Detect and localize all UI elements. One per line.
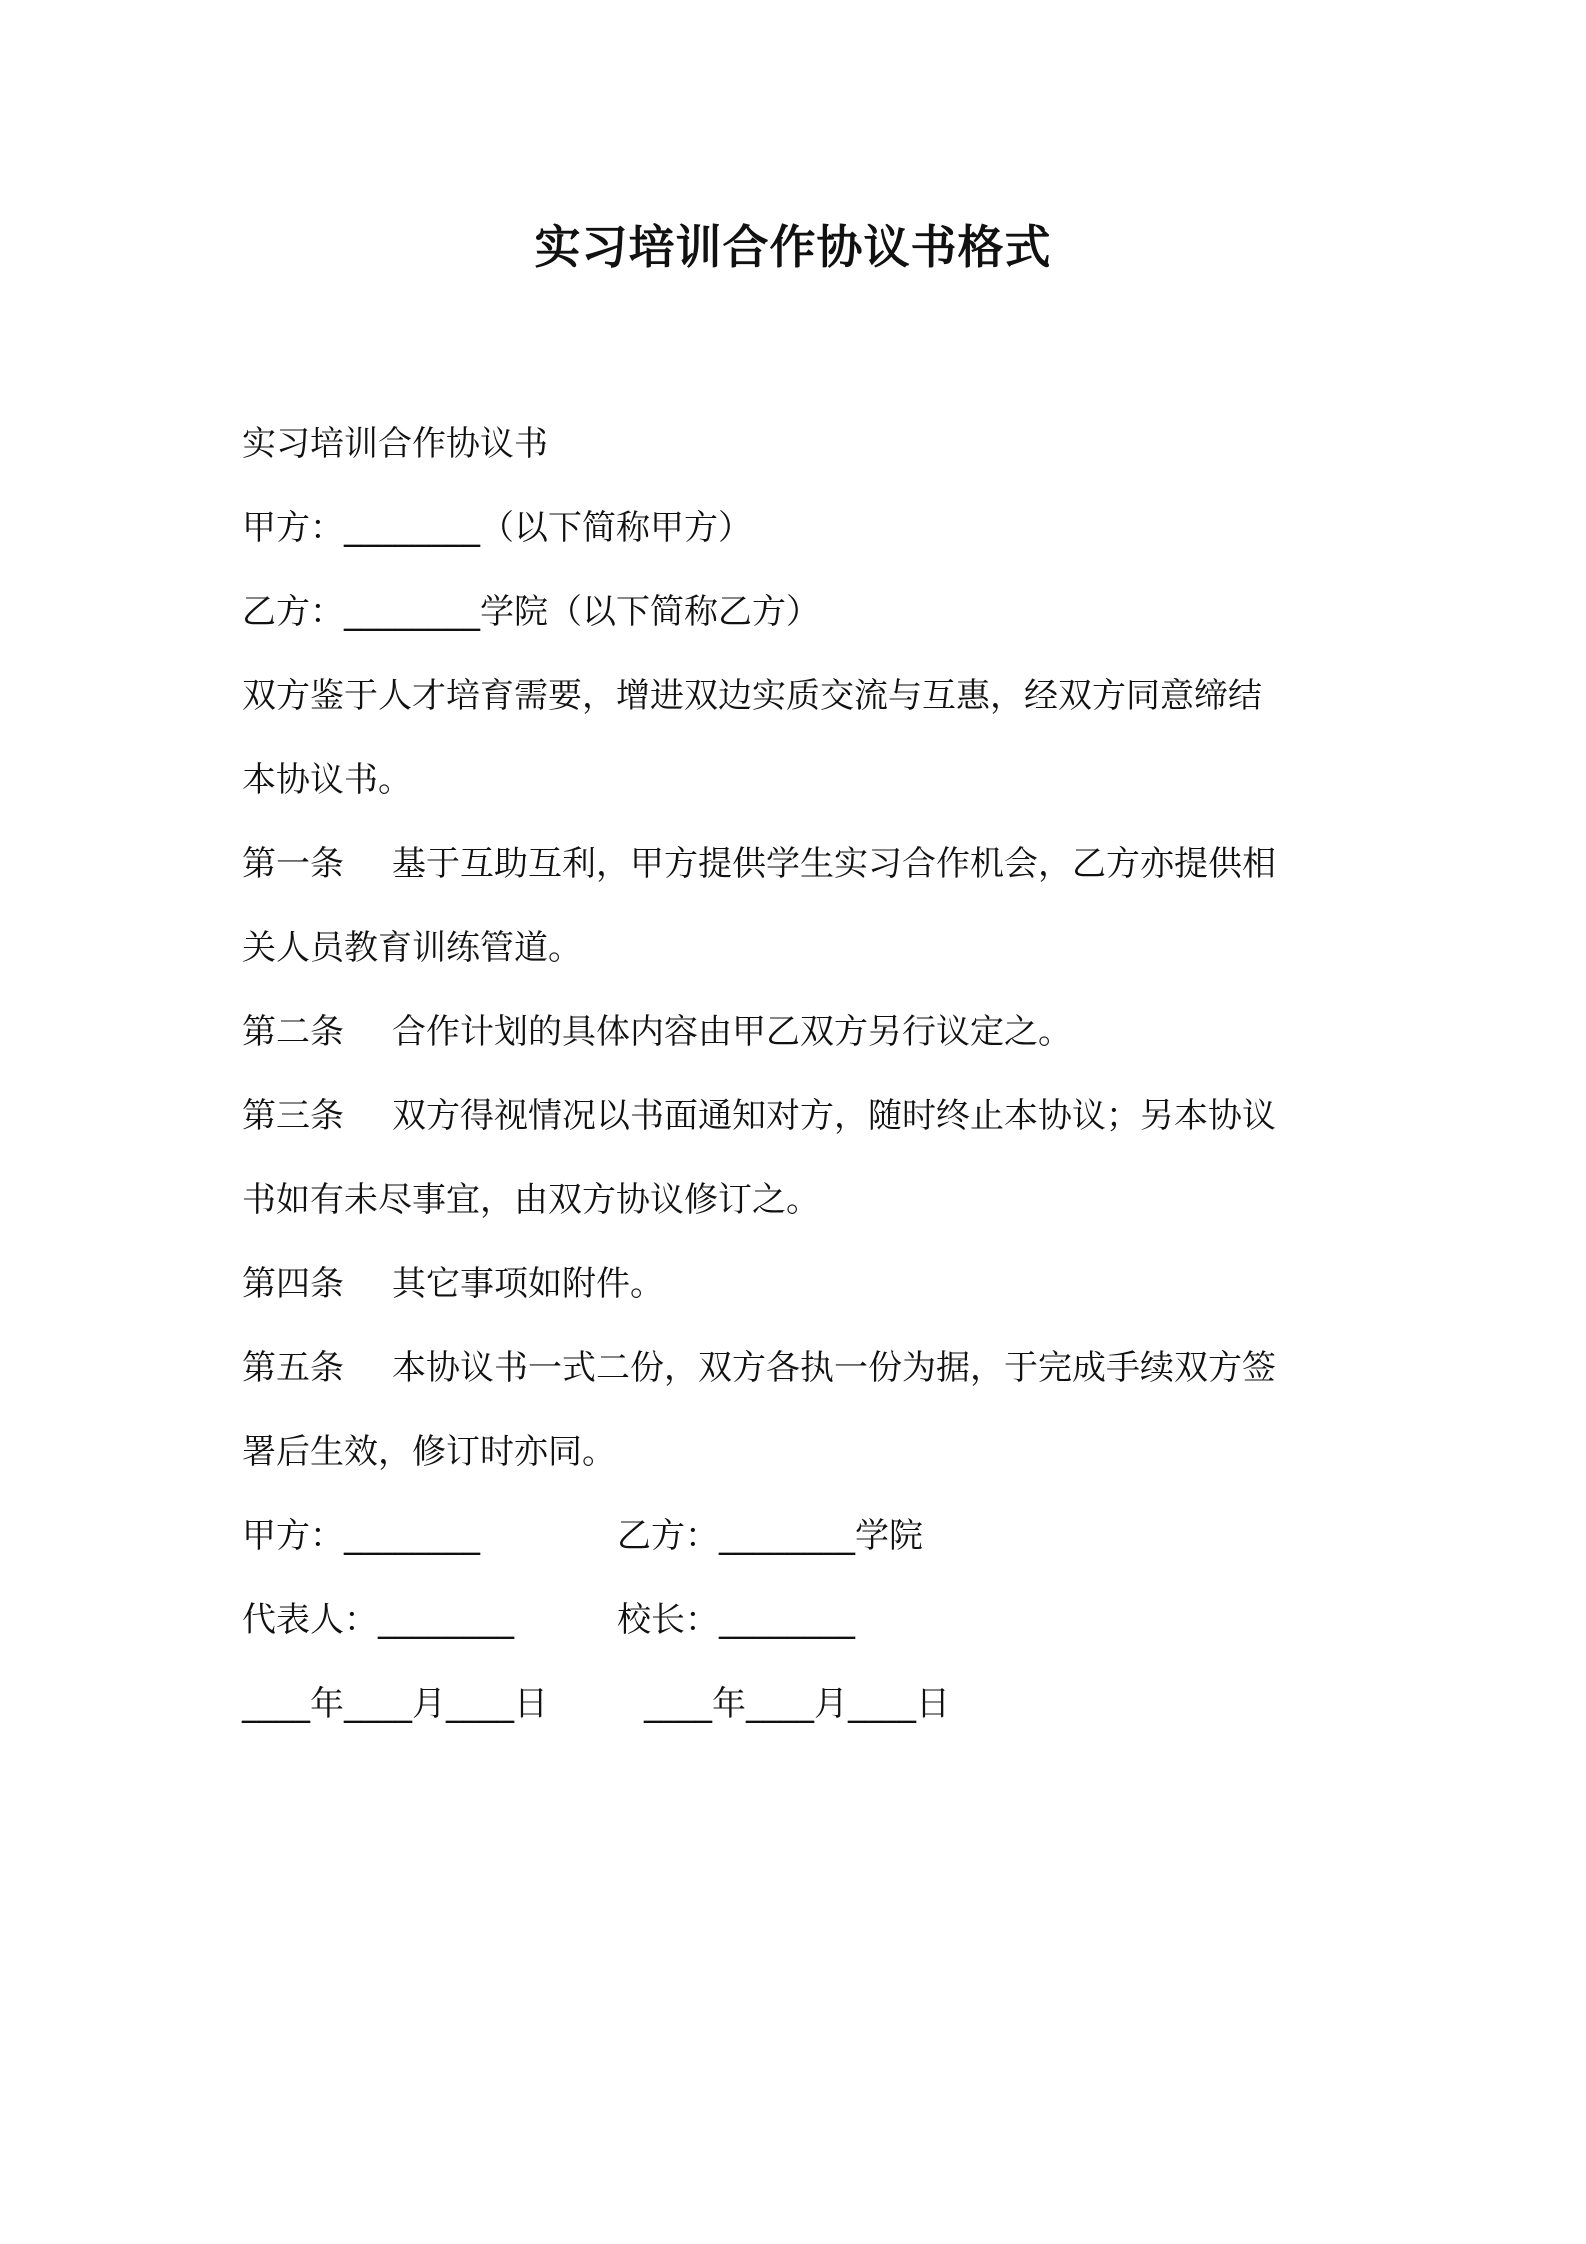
article-text: 基于互助互利，甲方提供学生实习合作机会，乙方亦提供相 — [392, 844, 1276, 884]
party-a-date: ____年____月____日 — [242, 1684, 548, 1724]
article-number: 第三条 — [242, 1096, 344, 1136]
article-3 — [242, 1074, 1362, 1158]
article-5-continued: 署后生效，修订时亦同。 — [242, 1432, 616, 1472]
article-number: 第一条 — [242, 844, 344, 884]
article-1-continued: 关人员教育训练管道。 — [242, 928, 582, 968]
article-3-continued: 书如有未尽事宜，由双方协议修订之。 — [242, 1180, 820, 1220]
article-1 — [242, 822, 1362, 906]
party-b-line: 乙方：________学院（以下简称乙方） — [242, 592, 820, 632]
principal-signature: 校长：________ — [617, 1600, 855, 1640]
article-text: 本协议书一式二份，双方各执一份为据，于完成手续双方签 — [392, 1348, 1276, 1388]
signature-representatives — [242, 1578, 1362, 1662]
article-text: 合作计划的具体内容由甲乙双方另行议定之。 — [392, 1012, 1072, 1052]
article-text: 双方得视情况以书面通知对方，随时终止本协议；另本协议 — [392, 1096, 1276, 1136]
article-5 — [242, 1326, 1362, 1410]
article-number: 第四条 — [242, 1264, 344, 1304]
preamble-line-1: 双方鉴于人才培育需要，增进双边实质交流与互惠，经双方同意缔结 — [242, 676, 1262, 716]
document-body — [242, 402, 1362, 1746]
signature-dates — [242, 1662, 1362, 1746]
preamble-line-2: 本协议书。 — [242, 760, 412, 800]
signature-parties — [242, 1494, 1362, 1578]
article-2 — [242, 990, 1362, 1074]
article-4 — [242, 1242, 1362, 1326]
page-title: 实习培训合作协议书格式 — [534, 220, 1052, 274]
representative-signature: 代表人：________ — [242, 1600, 514, 1640]
party-b-signature: 乙方：________学院 — [617, 1516, 923, 1556]
agreement-heading: 实习培训合作协议书 — [242, 424, 548, 464]
party-a-line: 甲方：________（以下简称甲方） — [242, 508, 752, 548]
party-b-date: ____年____月____日 — [644, 1684, 950, 1724]
article-number: 第二条 — [242, 1012, 344, 1052]
article-text: 其它事项如附件。 — [392, 1264, 664, 1304]
party-a-signature: 甲方：________ — [242, 1516, 480, 1556]
article-number: 第五条 — [242, 1348, 344, 1388]
